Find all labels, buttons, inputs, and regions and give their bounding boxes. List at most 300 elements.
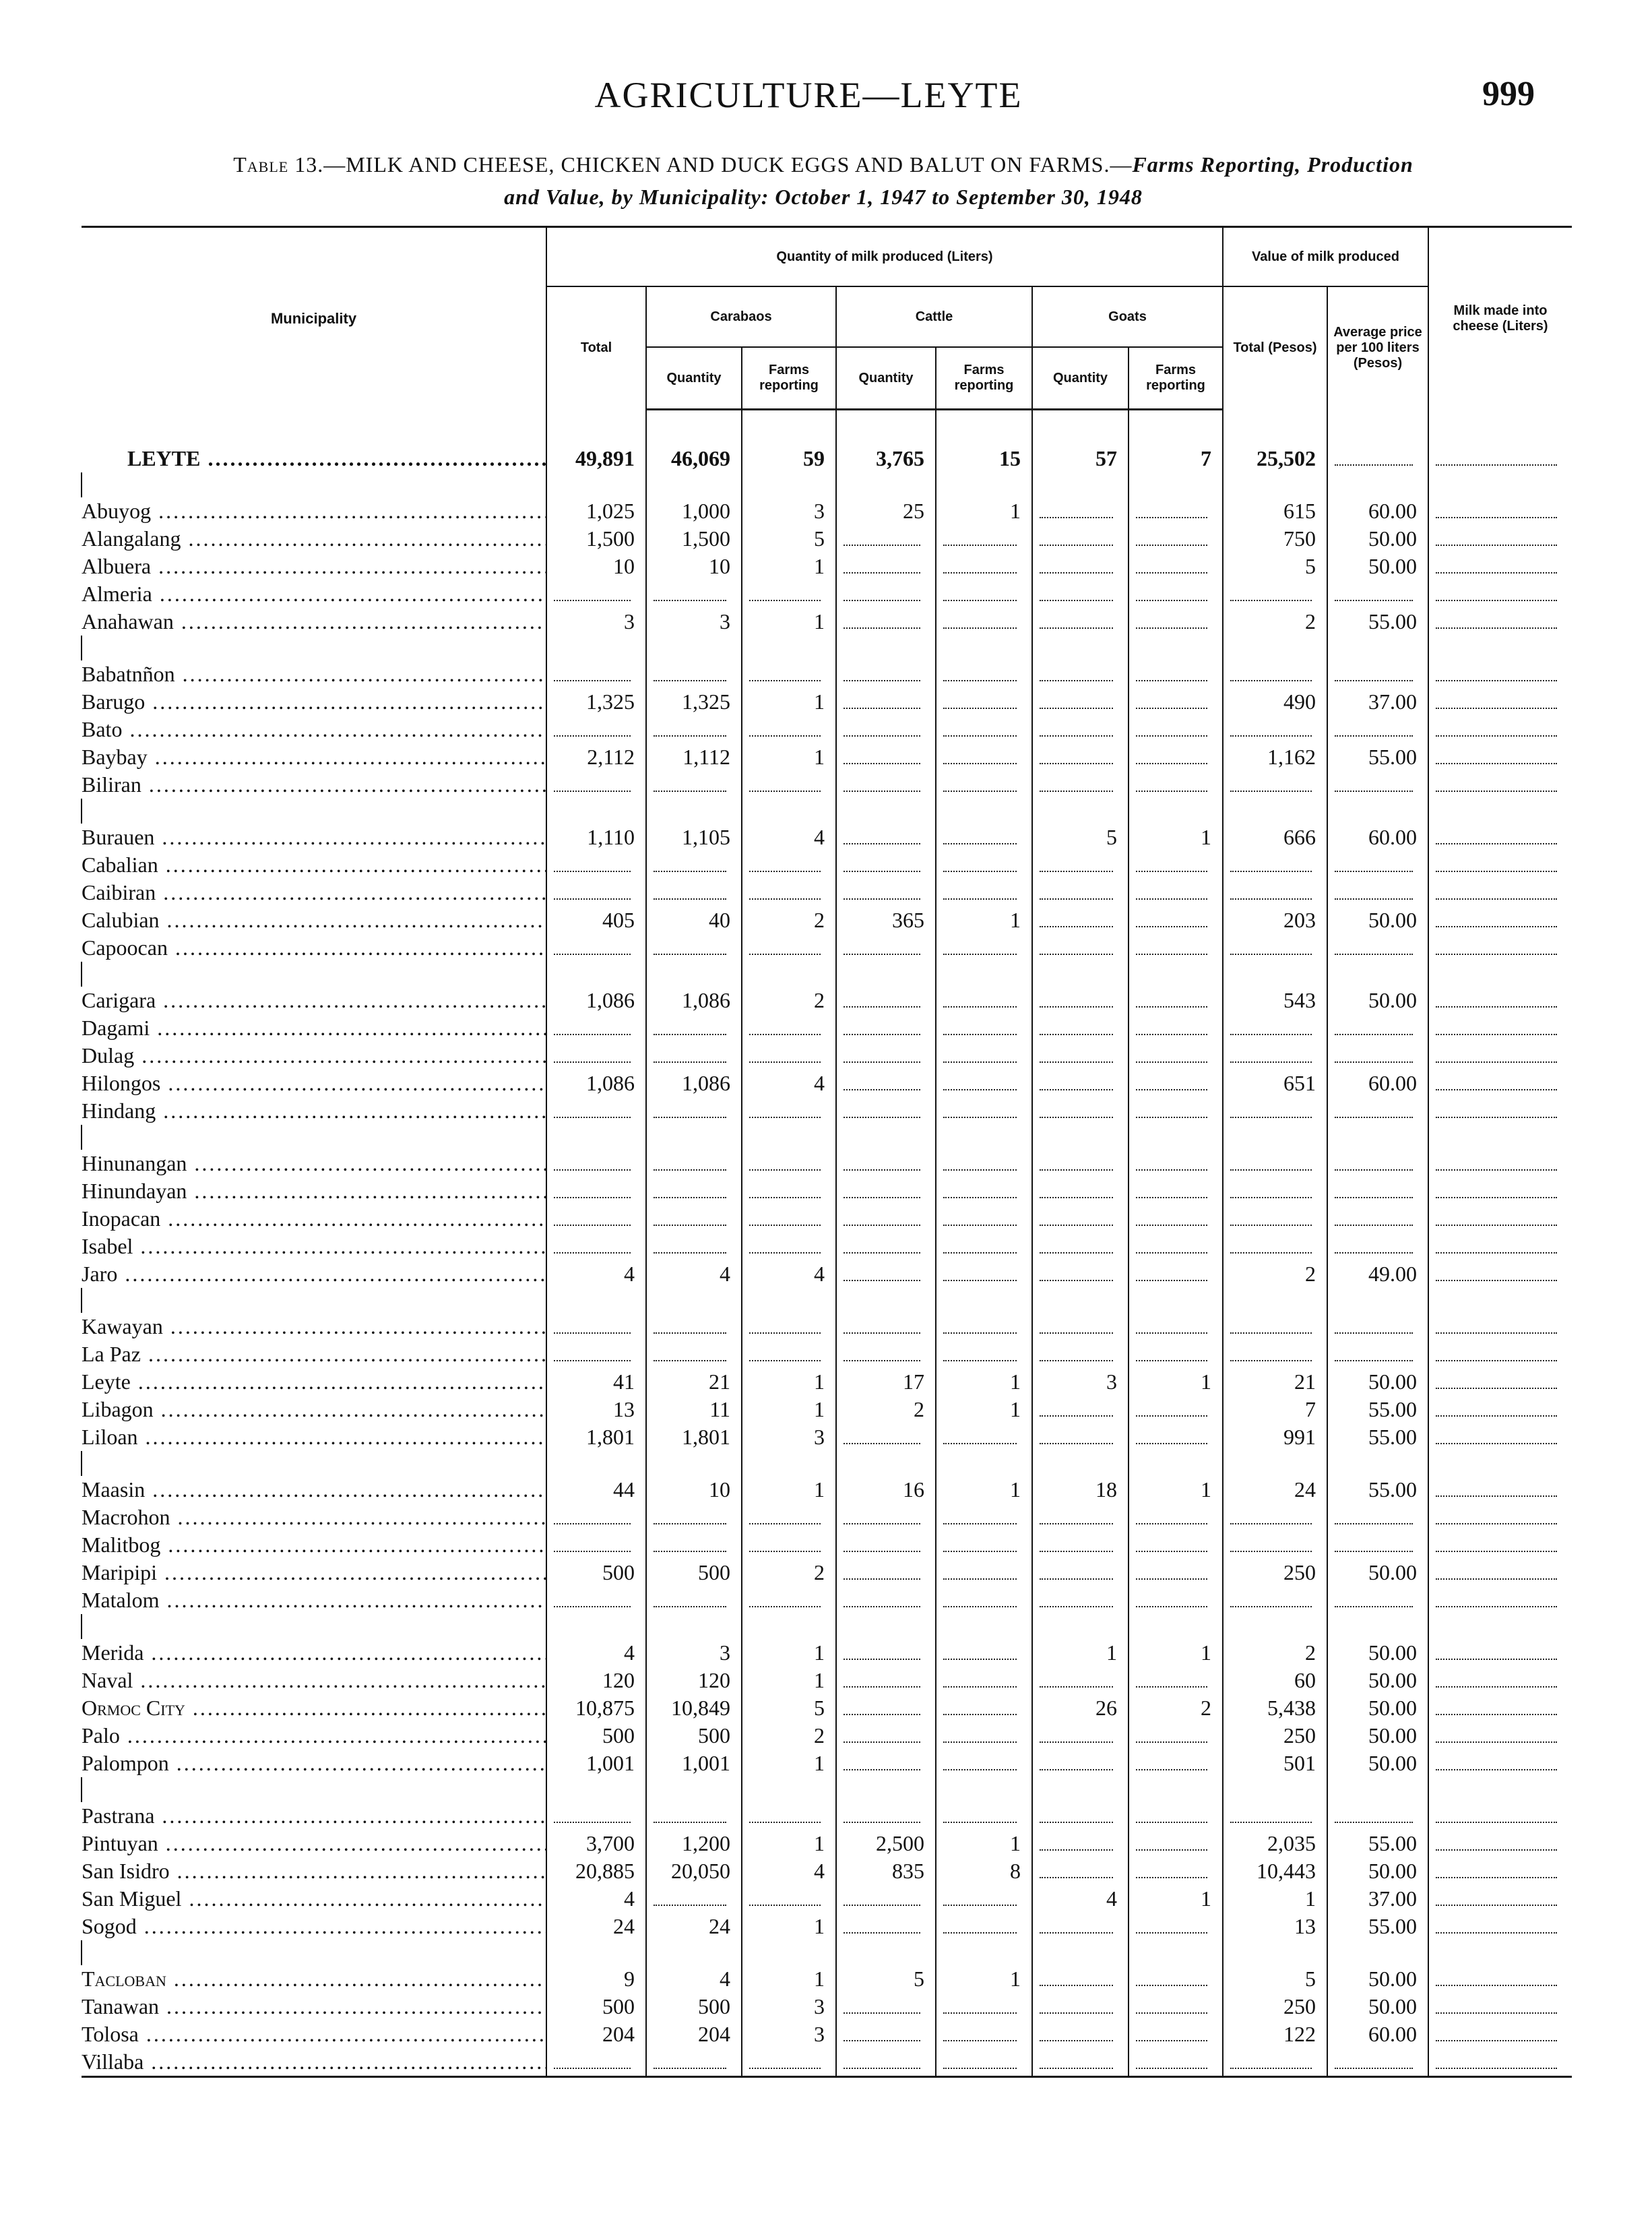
cell-goat-farms (1129, 1150, 1223, 1177)
cell-carabao-farms: 4 (742, 1070, 836, 1097)
spacer-cell (1223, 1451, 1327, 1476)
cell-cattle-qty (836, 1260, 936, 1288)
cell-carabao-farms (742, 1097, 836, 1125)
cell-cheese (1428, 1396, 1572, 1423)
spacer-row (82, 1451, 1572, 1476)
cell-goat-qty (1032, 1042, 1129, 1070)
cell-cheese (1428, 2048, 1572, 2077)
spacer-cell (546, 962, 646, 987)
spacer-cell (742, 1451, 836, 1476)
milk-production-table (81, 226, 1572, 2078)
cell-total: 3,700 (546, 1830, 646, 1857)
spacer-cell (836, 799, 936, 824)
cell-goat-farms (1129, 497, 1223, 525)
cell-cheese (1428, 1885, 1572, 1913)
cell-avg-price: 50.00 (1327, 525, 1428, 553)
spacer-cell (836, 636, 936, 660)
municipality-name: La Paz ..... (82, 1340, 546, 1368)
cell-value (1223, 851, 1327, 879)
cell-cattle-farms (936, 2020, 1032, 2048)
cell-goat-qty: 57 (1032, 410, 1129, 473)
cell-goat-qty (1032, 608, 1129, 636)
cell-goat-farms (1129, 608, 1223, 636)
spacer-cell (742, 636, 836, 660)
table-row (82, 525, 1572, 553)
cell-cattle-qty: 16 (836, 1476, 936, 1504)
table-row (82, 906, 1572, 934)
cell-carabao-qty: 20,050 (646, 1857, 742, 1885)
cell-total: 500 (546, 1993, 646, 2020)
cell-carabao-farms (742, 716, 836, 743)
cell-cattle-qty (836, 1750, 936, 1777)
cell-carabao-farms (742, 771, 836, 799)
table-row (82, 743, 1572, 771)
cell-total (546, 934, 646, 962)
spacer-cell (82, 472, 546, 497)
cell-goat-qty (1032, 1802, 1129, 1830)
cell-total: 1,325 (546, 688, 646, 716)
cell-cattle-qty: 5 (836, 1965, 936, 1993)
municipality-name: Leyte ..... (82, 1368, 546, 1396)
cell-avg-price: 50.00 (1327, 1368, 1428, 1396)
cell-carabao-qty: 21 (646, 1368, 742, 1396)
cell-value: 750 (1223, 525, 1327, 553)
cell-total (546, 660, 646, 688)
cell-carabao-farms: 3 (742, 2020, 836, 2048)
spacer-row (82, 1940, 1572, 1965)
cell-carabao-qty: 1,086 (646, 1070, 742, 1097)
cell-carabao-farms (742, 879, 836, 906)
cell-cattle-farms (936, 1340, 1032, 1368)
cell-cattle-farms (936, 1233, 1032, 1260)
spacer-cell (646, 1125, 742, 1150)
spacer-cell (742, 962, 836, 987)
table-row (82, 1260, 1572, 1288)
cell-cheese (1428, 1177, 1572, 1205)
cell-goat-farms (1129, 987, 1223, 1014)
cell-cattle-qty (836, 660, 936, 688)
cell-total (546, 1150, 646, 1177)
cell-value (1223, 1802, 1327, 1830)
cell-total (546, 1042, 646, 1070)
cell-avg-price (1327, 580, 1428, 608)
cell-cattle-farms: 15 (936, 410, 1032, 473)
cell-cheese (1428, 1722, 1572, 1750)
cell-total: 49,891 (546, 410, 646, 473)
cell-value: 1 (1223, 1885, 1327, 1913)
cell-cattle-farms (936, 934, 1032, 962)
cell-cattle-farms (936, 553, 1032, 580)
cell-value (1223, 2048, 1327, 2077)
table-row (82, 660, 1572, 688)
cell-carabao-qty (646, 1586, 742, 1614)
cell-carabao-farms (742, 1885, 836, 1913)
cell-carabao-farms (742, 1586, 836, 1614)
cell-carabao-qty (646, 1097, 742, 1125)
spacer-cell (646, 1940, 742, 1965)
spacer-cell (742, 1614, 836, 1639)
municipality-name: San Miguel ..... (82, 1885, 546, 1913)
cell-value (1223, 1586, 1327, 1614)
cell-total: 4 (546, 1639, 646, 1667)
table-row (82, 1070, 1572, 1097)
spacer-cell (1129, 1777, 1223, 1802)
cell-goat-qty (1032, 1857, 1129, 1885)
cell-goat-qty (1032, 1559, 1129, 1586)
spacer-cell (1428, 799, 1572, 824)
cell-goat-qty (1032, 1913, 1129, 1940)
municipality-name: Caibiran ..... (82, 879, 546, 906)
cell-cattle-qty (836, 1639, 936, 1667)
municipality-name: Barugo ..... (82, 688, 546, 716)
cell-carabao-farms (742, 1802, 836, 1830)
cell-value (1223, 1150, 1327, 1177)
cell-carabao-qty (646, 1531, 742, 1559)
cell-carabao-farms: 2 (742, 987, 836, 1014)
cell-cheese (1428, 580, 1572, 608)
cell-carabao-qty: 1,112 (646, 743, 742, 771)
cell-cheese (1428, 906, 1572, 934)
table-row (82, 1042, 1572, 1070)
municipality-name: Albuera ..... (82, 553, 546, 580)
municipality-name: Liloan ..... (82, 1423, 546, 1451)
spacer-cell (1223, 1125, 1327, 1150)
cell-avg-price (1327, 1313, 1428, 1340)
cell-value (1223, 716, 1327, 743)
cell-goat-qty (1032, 1070, 1129, 1097)
spacer-cell (546, 1288, 646, 1313)
cell-value (1223, 1042, 1327, 1070)
cell-avg-price: 50.00 (1327, 1857, 1428, 1885)
cell-goat-qty (1032, 2020, 1129, 2048)
cell-goat-farms: 1 (1129, 1885, 1223, 1913)
table-row (82, 1750, 1572, 1777)
cell-total: 20,885 (546, 1857, 646, 1885)
cell-cattle-farms (936, 1097, 1032, 1125)
cell-cattle-farms (936, 1722, 1032, 1750)
cell-cattle-farms (936, 608, 1032, 636)
spacer-cell (936, 1451, 1032, 1476)
municipality-name: Bato ..... (82, 716, 546, 743)
cell-cheese (1428, 1233, 1572, 1260)
cell-carabao-qty: 4 (646, 1260, 742, 1288)
cell-total (546, 1205, 646, 1233)
municipality-name: Macrohon ..... (82, 1504, 546, 1531)
cell-carabao-farms (742, 1233, 836, 1260)
cell-cheese (1428, 851, 1572, 879)
cell-goat-farms (1129, 1857, 1223, 1885)
spacer-cell (1032, 1451, 1129, 1476)
municipality-name: Dulag ..... (82, 1042, 546, 1070)
cell-cheese (1428, 1476, 1572, 1504)
spacer-cell (1223, 962, 1327, 987)
spacer-cell (1129, 799, 1223, 824)
cell-carabao-farms: 59 (742, 410, 836, 473)
cell-cheese (1428, 660, 1572, 688)
municipality-name: Malitbog ..... (82, 1531, 546, 1559)
cell-goat-qty (1032, 743, 1129, 771)
cell-goat-farms (1129, 1313, 1223, 1340)
cell-carabao-qty: 500 (646, 1559, 742, 1586)
cell-goat-farms (1129, 1531, 1223, 1559)
table-row (82, 1531, 1572, 1559)
cell-cattle-qty (836, 1423, 936, 1451)
cell-goat-farms (1129, 1014, 1223, 1042)
cell-avg-price: 49.00 (1327, 1260, 1428, 1288)
cell-total: 1,500 (546, 525, 646, 553)
cell-goat-farms (1129, 1042, 1223, 1070)
cell-carabao-qty: 24 (646, 1913, 742, 1940)
cell-goat-farms (1129, 743, 1223, 771)
cell-cattle-farms (936, 1177, 1032, 1205)
cell-carabao-qty (646, 1802, 742, 1830)
cell-total (546, 771, 646, 799)
cell-carabao-qty: 1,200 (646, 1830, 742, 1857)
cell-value: 2 (1223, 1639, 1327, 1667)
cell-cattle-qty (836, 771, 936, 799)
table-row (82, 824, 1572, 851)
table-row (82, 1313, 1572, 1340)
cell-goat-farms (1129, 879, 1223, 906)
spacer-row (82, 1777, 1572, 1802)
cell-value: 5 (1223, 553, 1327, 580)
table-row (82, 1177, 1572, 1205)
spacer-cell (1327, 1451, 1428, 1476)
cell-cattle-qty (836, 1504, 936, 1531)
cell-value (1223, 1097, 1327, 1125)
cell-value: 2 (1223, 1260, 1327, 1288)
cell-avg-price (1327, 660, 1428, 688)
cell-cattle-qty (836, 608, 936, 636)
cell-avg-price: 55.00 (1327, 1913, 1428, 1940)
cell-goat-farms: 1 (1129, 1639, 1223, 1667)
cell-cattle-qty (836, 824, 936, 851)
cell-avg-price: 37.00 (1327, 1885, 1428, 1913)
page-number: 999 (1482, 75, 1535, 113)
cell-cheese (1428, 1531, 1572, 1559)
cell-cattle-qty (836, 1722, 936, 1750)
cell-carabao-qty (646, 716, 742, 743)
cell-cattle-farms: 1 (936, 1830, 1032, 1857)
cell-goat-qty (1032, 553, 1129, 580)
cell-carabao-qty: 40 (646, 906, 742, 934)
cell-cheese (1428, 1830, 1572, 1857)
cell-cattle-qty (836, 553, 936, 580)
cell-avg-price (1327, 1531, 1428, 1559)
cell-goat-farms (1129, 1205, 1223, 1233)
cell-goat-qty (1032, 1504, 1129, 1531)
cell-cattle-farms: 1 (936, 1476, 1032, 1504)
cell-carabao-farms: 1 (742, 1830, 836, 1857)
cell-total: 24 (546, 1913, 646, 1940)
cell-cattle-qty (836, 1802, 936, 1830)
cell-avg-price (1327, 934, 1428, 962)
cell-cheese (1428, 743, 1572, 771)
cell-goat-farms (1129, 934, 1223, 962)
cell-cattle-farms (936, 1423, 1032, 1451)
cell-carabao-farms: 2 (742, 906, 836, 934)
cell-cattle-qty (836, 1014, 936, 1042)
cell-avg-price: 55.00 (1327, 743, 1428, 771)
municipality-name: Kawayan ..... (82, 1313, 546, 1340)
spacer-cell (546, 1940, 646, 1965)
cell-cattle-qty (836, 1313, 936, 1340)
cell-avg-price (1327, 879, 1428, 906)
cell-carabao-qty: 1,500 (646, 525, 742, 553)
municipality-name: Libagon ..... (82, 1396, 546, 1423)
cell-avg-price: 50.00 (1327, 987, 1428, 1014)
table-row (82, 1476, 1572, 1504)
col-header-carabao-farms: Farms reporting (742, 347, 836, 410)
cell-cattle-farms (936, 2048, 1032, 2077)
cell-total (546, 1802, 646, 1830)
cell-avg-price: 37.00 (1327, 688, 1428, 716)
cell-goat-qty (1032, 1233, 1129, 1260)
cell-carabao-qty (646, 1205, 742, 1233)
col-header-value-group: Value of milk produced (1223, 227, 1428, 287)
cell-goat-qty (1032, 1150, 1129, 1177)
cell-goat-farms: 1 (1129, 824, 1223, 851)
cell-carabao-farms: 5 (742, 1694, 836, 1722)
municipality-name: LEYTE ..... (82, 410, 546, 473)
cell-cattle-farms (936, 1559, 1032, 1586)
cell-goat-farms (1129, 1913, 1223, 1940)
cell-carabao-qty (646, 1313, 742, 1340)
cell-cattle-farms (936, 879, 1032, 906)
cell-carabao-qty (646, 1042, 742, 1070)
cell-value (1223, 934, 1327, 962)
cell-total (546, 580, 646, 608)
cell-carabao-qty (646, 1233, 742, 1260)
col-header-quantity-group: Quantity of milk produced (Liters) (546, 227, 1223, 287)
cell-cattle-qty (836, 1233, 936, 1260)
table-row (82, 879, 1572, 906)
cell-carabao-farms: 4 (742, 1260, 836, 1288)
cell-avg-price (1327, 1586, 1428, 1614)
spacer-cell (1129, 1451, 1223, 1476)
spacer-cell (936, 636, 1032, 660)
cell-avg-price (1327, 851, 1428, 879)
cell-total (546, 716, 646, 743)
spacer-cell (646, 1777, 742, 1802)
col-header-goat-quantity: Quantity (1032, 347, 1129, 410)
cell-cheese (1428, 1559, 1572, 1586)
table-row (82, 1423, 1572, 1451)
cell-cattle-qty (836, 851, 936, 879)
page-header (0, 74, 1652, 135)
spacer-cell (546, 1125, 646, 1150)
spacer-cell (836, 1777, 936, 1802)
cell-goat-qty (1032, 1340, 1129, 1368)
table-row (82, 688, 1572, 716)
cell-carabao-farms: 2 (742, 1559, 836, 1586)
cell-cattle-farms (936, 743, 1032, 771)
cell-cattle-qty: 835 (836, 1857, 936, 1885)
cell-goat-farms (1129, 1559, 1223, 1586)
cell-cheese (1428, 1993, 1572, 2020)
cell-cheese (1428, 1070, 1572, 1097)
cell-carabao-farms: 1 (742, 608, 836, 636)
cell-total: 1,110 (546, 824, 646, 851)
cell-cattle-farms (936, 660, 1032, 688)
cell-carabao-farms: 1 (742, 1667, 836, 1694)
cell-carabao-farms: 3 (742, 497, 836, 525)
cell-cattle-farms (936, 1070, 1032, 1097)
cell-total (546, 851, 646, 879)
cell-goat-farms (1129, 906, 1223, 934)
municipality-name: Dagami ..... (82, 1014, 546, 1042)
cell-cheese (1428, 1260, 1572, 1288)
spacer-cell (82, 1125, 546, 1150)
cell-value (1223, 580, 1327, 608)
cell-carabao-farms (742, 1531, 836, 1559)
cell-value (1223, 1504, 1327, 1531)
cell-cattle-qty (836, 1885, 936, 1913)
cell-cattle-farms (936, 1205, 1032, 1233)
cell-cheese (1428, 1802, 1572, 1830)
spacer-cell (82, 962, 546, 987)
cell-goat-farms (1129, 1260, 1223, 1288)
spacer-cell (1223, 1777, 1327, 1802)
cell-cattle-farms: 1 (936, 1396, 1032, 1423)
spacer-cell (836, 1940, 936, 1965)
cell-value: 666 (1223, 824, 1327, 851)
cell-cheese (1428, 1423, 1572, 1451)
cell-value: 2,035 (1223, 1830, 1327, 1857)
col-header-municipality: Municipality (82, 227, 546, 410)
spacer-cell (1129, 636, 1223, 660)
table-row (82, 1694, 1572, 1722)
table-row (82, 1396, 1572, 1423)
cell-total: 13 (546, 1396, 646, 1423)
cell-cheese (1428, 1965, 1572, 1993)
cell-cheese (1428, 1042, 1572, 1070)
cell-cheese (1428, 1586, 1572, 1614)
cell-carabao-qty (646, 2048, 742, 2077)
cell-cheese (1428, 1694, 1572, 1722)
spacer-cell (82, 1614, 546, 1639)
cell-total (546, 1340, 646, 1368)
table-row (82, 987, 1572, 1014)
cell-goat-farms (1129, 1667, 1223, 1694)
municipality-name: Naval ..... (82, 1667, 546, 1694)
cell-total: 41 (546, 1368, 646, 1396)
table-row (82, 2020, 1572, 2048)
cell-goat-qty (1032, 1014, 1129, 1042)
cell-cheese (1428, 879, 1572, 906)
cell-avg-price: 55.00 (1327, 608, 1428, 636)
spacer-row (82, 472, 1572, 497)
spacer-cell (1428, 1614, 1572, 1639)
cell-carabao-qty: 46,069 (646, 410, 742, 473)
spacer-cell (1428, 472, 1572, 497)
cell-cattle-farms (936, 1885, 1032, 1913)
cell-cheese (1428, 1313, 1572, 1340)
cell-cheese (1428, 497, 1572, 525)
spacer-cell (546, 1614, 646, 1639)
cell-goat-farms (1129, 716, 1223, 743)
cell-total (546, 1504, 646, 1531)
municipality-name: Biliran ..... (82, 771, 546, 799)
table-row (82, 1559, 1572, 1586)
cell-goat-farms (1129, 660, 1223, 688)
municipality-name: Villaba ..... (82, 2048, 546, 2077)
cell-cattle-qty (836, 1177, 936, 1205)
spacer-cell (936, 1777, 1032, 1802)
cell-cattle-farms (936, 688, 1032, 716)
cell-value: 991 (1223, 1423, 1327, 1451)
cell-carabao-farms: 5 (742, 525, 836, 553)
